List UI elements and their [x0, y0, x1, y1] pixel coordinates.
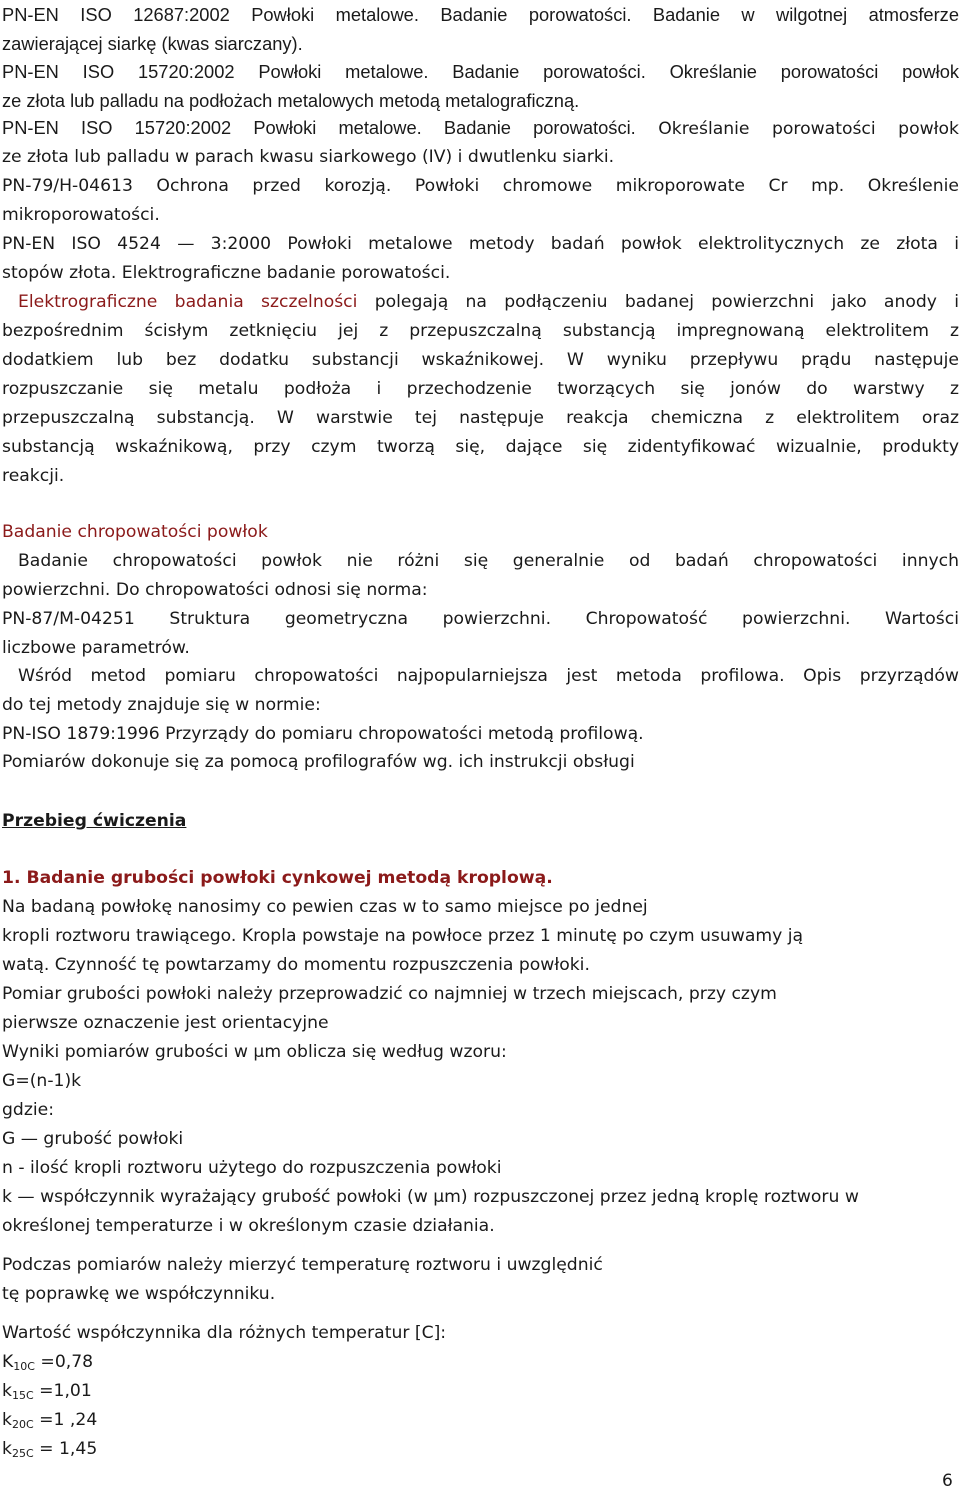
paragraph-line: Wyniki pomiarów grubości w µm oblicza się według wzoru:: [2, 1042, 507, 1062]
page-number: 6: [942, 1471, 953, 1491]
paragraph-text: Wśród metod pomiaru chropowatości najpopularniejsza jest metoda profilowa. Opis przyrządów: [18, 666, 959, 686]
coefficient-subscript: 15C: [11, 1389, 34, 1402]
paragraph-line: dodatkiem lub bez dodatku substancji wskaźnikowej. W wyniku przepływu prądu następuje: [2, 350, 959, 370]
coefficient-symbol: k: [2, 1410, 12, 1430]
paragraph-line: bezpośrednim ścisłym zetknięciu jej z przepuszczalną substancją impregnowaną elektrolitem z: [2, 321, 959, 341]
paragraph-line: substancją wskaźnikową, przy czym tworzą się, dające się zidentyfikować wizualnie, produkty: [2, 437, 959, 457]
paragraph-line: tę poprawkę we współczynniku.: [2, 1284, 276, 1304]
paragraph-line: PN-87/M-04251 Struktura geometryczna powierzchni. Chropowatość powierzchni. Wartości: [2, 609, 959, 629]
coefficient-row: [2, 1379, 92, 1403]
paragraph-line: PN-ISO 1879:1996 Przyrządy do pomiaru chropowatości metodą profilową.: [2, 724, 644, 744]
paragraph-line: określonej temperaturze i w określonym czasie działania.: [2, 1216, 495, 1236]
standard-line: PN-EN ISO 12687:2002 Powłoki metalowe. Badanie porowatości. Badanie w wilgotnej atmosferze: [2, 4, 959, 25]
standard-line: stopów złota. Elektrograficzne badanie porowatości.: [2, 263, 451, 283]
standard-line: zawierającej siarkę (kwas siarczany).: [2, 33, 303, 54]
formula: G=(n-1)k: [2, 1071, 82, 1091]
paragraph-line: watą. Czynność tę powtarzamy do momentu rozpuszczenia powłoki.: [2, 955, 590, 975]
coefficient-symbol: k: [2, 1381, 12, 1401]
coefficient-symbol: K: [2, 1352, 14, 1372]
standard-line: ze złota lub palladu na podłożach metalowych metodą metalograficzną.: [2, 90, 580, 111]
paragraph-line: Podczas pomiarów należy mierzyć temperaturę roztworu i uwzględnić: [2, 1255, 603, 1275]
standard-line: ze złota lub palladu w parach kwasu siarkowego (IV) i dwutlenku siarki.: [2, 147, 615, 167]
coefficient-value: =1 ,24: [33, 1410, 98, 1430]
paragraph-text: polegają na podłączeniu badanej powierzchni jako anody i: [357, 292, 959, 312]
coefficient-value: =0,78: [34, 1352, 94, 1372]
paragraph-text: Badanie chropowatości powłok nie różni się generalnie od badań chropowatości innych: [18, 551, 959, 571]
coefficient-value: =1,01: [33, 1381, 92, 1401]
standard-line-mixed: [2, 116, 959, 141]
standard-line: PN-EN ISO 4524 — 3:2000 Powłoki metalowe metody badań powłok elektrolitycznych ze złota i: [2, 234, 959, 254]
paragraph-line: powierzchni. Do chropowatości odnosi się norma:: [2, 580, 428, 600]
coefficient-row: [2, 1408, 97, 1432]
coefficient-row: [2, 1350, 93, 1374]
paragraph-line: n - ilość kropli roztworu użytego do rozpuszczenia powłoki: [2, 1158, 502, 1178]
section-1-heading: 1. Badanie grubości powłoki cynkowej metodą kroplową.: [2, 868, 553, 888]
highlighted-term: Elektrograficzne badania szczelności: [18, 292, 358, 312]
standard-line: PN-79/H-04613 Ochrona przed korozją. Powłoki chromowe mikroporowate Cr mp. Określenie: [2, 176, 959, 196]
paragraph-line: [2, 290, 959, 314]
standard-id-text: PN-EN ISO 15720:2002 Powłoki metalowe. Badanie porowatości.: [2, 117, 636, 138]
paragraph-line: reakcji.: [2, 466, 65, 486]
coefficient-subscript: 20C: [11, 1418, 34, 1431]
paragraph-line: Pomiarów dokonuje się za pomocą profilografów wg. ich instrukcji obsługi: [2, 752, 635, 772]
coefficient-subscript: 25C: [11, 1447, 34, 1460]
paragraph-line: Na badaną powłokę nanosimy co pewien czas w to samo miejsce po jednej: [2, 897, 648, 917]
standard-line: mikroporowatości.: [2, 205, 160, 225]
paragraph-line: Pomiar grubości powłoki należy przeprowadzić co najmniej w trzech miejscach, przy czym: [2, 984, 777, 1004]
paragraph-line: przepuszczalną substancją. W warstwie tej następuje reakcja chemiczna z elektrolitem oraz: [2, 408, 959, 428]
standard-line: PN-EN ISO 15720:2002 Powłoki metalowe. Badanie porowatości. Określanie porowatości powłok: [2, 61, 959, 82]
paragraph-line: pierwsze oznaczenie jest orientacyjne: [2, 1013, 329, 1033]
paragraph-line: liczbowe parametrów.: [2, 638, 190, 658]
coefficient-row: [2, 1437, 97, 1461]
coefficients-title: Wartość współczynnika dla różnych temperatur [C]:: [2, 1323, 447, 1343]
exercise-heading: Przebieg ćwiczenia: [2, 811, 187, 831]
coefficient-symbol: k: [2, 1439, 12, 1459]
standard-desc-text: Określanie porowatości powłok: [635, 119, 959, 139]
coefficient-subscript: 10C: [13, 1360, 35, 1373]
paragraph-line: G — grubość powłoki: [2, 1129, 184, 1149]
paragraph-line: [2, 549, 959, 573]
section-heading: Badanie chropowatości powłok: [2, 522, 268, 542]
coefficient-value: = 1,45: [33, 1439, 98, 1459]
paragraph-line: gdzie:: [2, 1100, 54, 1120]
paragraph-line: k — współczynnik wyrażający grubość powłoki (w µm) rozpuszczonej przez jedną kroplę roztworu w: [2, 1187, 859, 1207]
paragraph-line: [2, 664, 959, 688]
paragraph-line: rozpuszczanie się metalu podłoża i przechodzenie tworzących się jonów do warstwy z: [2, 379, 959, 399]
paragraph-line: do tej metody znajduje się w normie:: [2, 695, 321, 715]
paragraph-line: kropli roztworu trawiącego. Kropla powstaje na powłoce przez 1 minutę po czym usuwamy ją: [2, 926, 804, 946]
